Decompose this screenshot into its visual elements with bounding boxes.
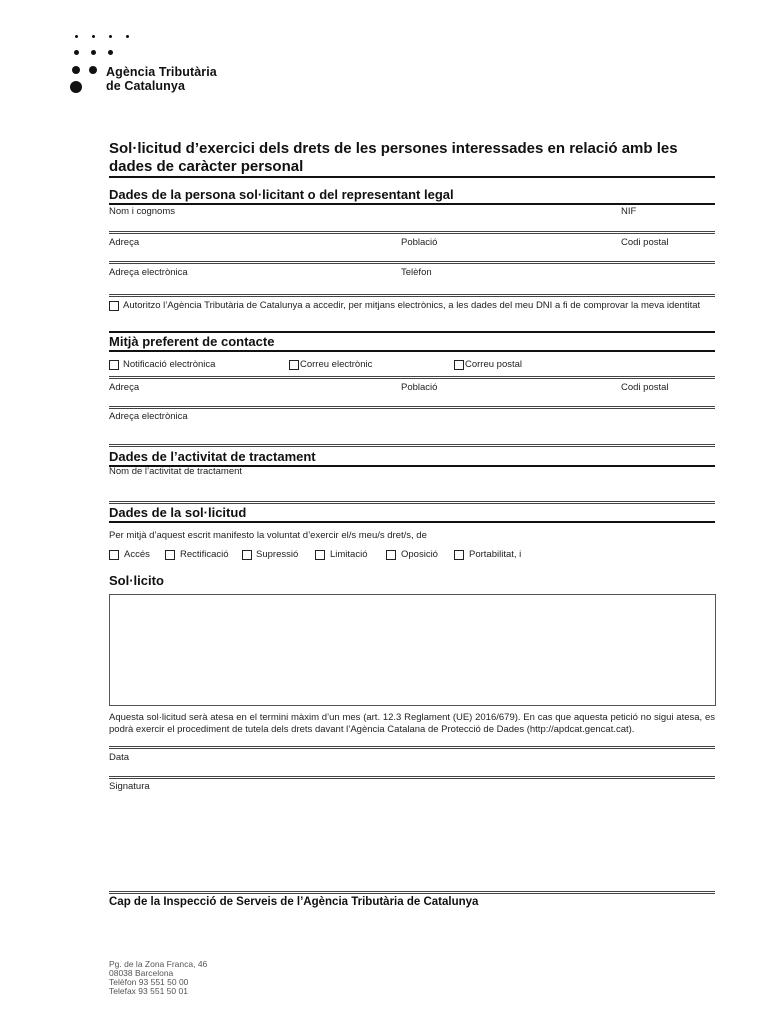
section-request-title: Dades de la sol·licitud (109, 505, 247, 520)
option-electronic-notification-label: Notificació electrònica (123, 359, 216, 370)
footer-phone: Telèfon 93 551 50 00 (109, 977, 189, 987)
title-divider (109, 176, 715, 178)
address-field[interactable] (109, 261, 715, 264)
right-access-label: Accés (124, 549, 150, 560)
section-divider (109, 521, 715, 523)
right-access-checkbox[interactable] (109, 550, 119, 560)
footer-address-block (109, 960, 207, 996)
logo-dot (72, 66, 80, 74)
contact-postal-code-label: Codi postal (621, 382, 669, 393)
authorize-text: Autoritzo l’Agència Tributària de Catalunya a accedir, per mitjans electrònics, a les dades del meu DNI a fi de comprovar la meva identitat (123, 300, 701, 311)
nif-label: NIF (621, 206, 637, 217)
section-applicant-title: Dades de la persona sol·licitant o del representant legal (109, 187, 454, 202)
name-label: Nom i cognoms (109, 206, 175, 217)
section-contact-title: Mitjà preferent de contacte (109, 334, 275, 349)
right-limitation-label: Limitació (330, 549, 368, 560)
right-rectification-label: Rectificació (180, 549, 229, 560)
postal-code-label: Codi postal (621, 237, 669, 248)
contact-city-label: Població (401, 382, 438, 393)
logo-dot (109, 35, 112, 38)
contact-email-label: Adreça electrònica (109, 411, 188, 422)
date-label: Data (109, 752, 130, 763)
logo-dot (126, 35, 129, 38)
contact-options-divider (109, 376, 715, 379)
footer-city: 08038 Barcelona (109, 968, 174, 978)
email-field[interactable] (109, 294, 715, 297)
right-rectification-checkbox[interactable] (165, 550, 175, 560)
logo-line2: de Catalunya (106, 79, 186, 93)
logo-line1: Agència Tributària (106, 65, 217, 79)
phone-label: Telèfon (401, 267, 432, 278)
logo-dot (92, 35, 95, 38)
right-portability-checkbox[interactable] (454, 550, 464, 560)
name-field[interactable] (109, 231, 715, 234)
footer-address: Pg. de la Zona Franca, 46 (109, 959, 208, 969)
option-email-label: Correu electrònic (300, 359, 373, 370)
section-activity-title: Dades de l’activitat de tractament (109, 449, 316, 464)
address-label: Adreça (109, 237, 140, 248)
section-request-detail-title: Sol·licito (109, 573, 164, 588)
contact-address-field[interactable] (109, 406, 715, 409)
notice-divider (109, 746, 715, 749)
contact-address-label: Adreça (109, 382, 140, 393)
option-postal-mail-label: Correu postal (465, 359, 523, 370)
logo-dot (70, 81, 82, 93)
activity-name-label: Nom de l’activitat de tractament (109, 466, 243, 477)
recipient-text: Cap de la Inspecció de Serveis de l’Agència Tributària de Catalunya (109, 896, 479, 908)
right-erasure-checkbox[interactable] (242, 550, 252, 560)
option-electronic-notification-checkbox[interactable] (109, 360, 119, 370)
form-title: Sol·licitud d’exercici dels drets de les persones interessades en relació amb les dades de caràcter personal (109, 140, 678, 175)
section-divider (109, 350, 715, 352)
signature-label: Signatura (109, 781, 150, 792)
option-email-checkbox[interactable] (289, 360, 299, 370)
right-objection-checkbox[interactable] (386, 550, 396, 560)
option-postal-mail-checkbox[interactable] (454, 360, 464, 370)
logo-dot (91, 50, 96, 55)
recipient-divider (109, 891, 715, 894)
logo-dot (108, 50, 113, 55)
contact-email-field[interactable] (109, 444, 715, 447)
section-divider (109, 331, 715, 333)
section-divider (109, 203, 715, 205)
date-field[interactable] (109, 776, 715, 779)
footer-fax: Telefax 93 551 50 01 (109, 986, 188, 996)
logo-dot (89, 66, 97, 74)
logo-dot (75, 35, 78, 38)
right-limitation-checkbox[interactable] (315, 550, 325, 560)
legal-notice-text: Aquesta sol·licitud serà atesa en el termini màxim d’un mes (art. 12.3 Reglament (UE) 2016/679). En cas que aquesta petició no sigui atesa, es podrà exercir el procediment de tutela dels drets davant l’Agència Catalana de Protecció de Dades (http://apdcat.gencat.cat). (109, 712, 715, 735)
logo-dot (74, 50, 79, 55)
request-textarea[interactable] (109, 594, 716, 706)
right-portability-label: Portabilitat, i (469, 549, 522, 560)
right-erasure-label: Supressió (256, 549, 299, 560)
activity-name-field[interactable] (109, 501, 715, 504)
city-label: Població (401, 237, 438, 248)
request-intro-text: Per mitjà d’aquest escrit manifesto la voluntat d’exercir el/s meu/s dret/s, de (109, 530, 427, 541)
email-label: Adreça electrònica (109, 267, 188, 278)
right-objection-label: Oposició (401, 549, 438, 560)
